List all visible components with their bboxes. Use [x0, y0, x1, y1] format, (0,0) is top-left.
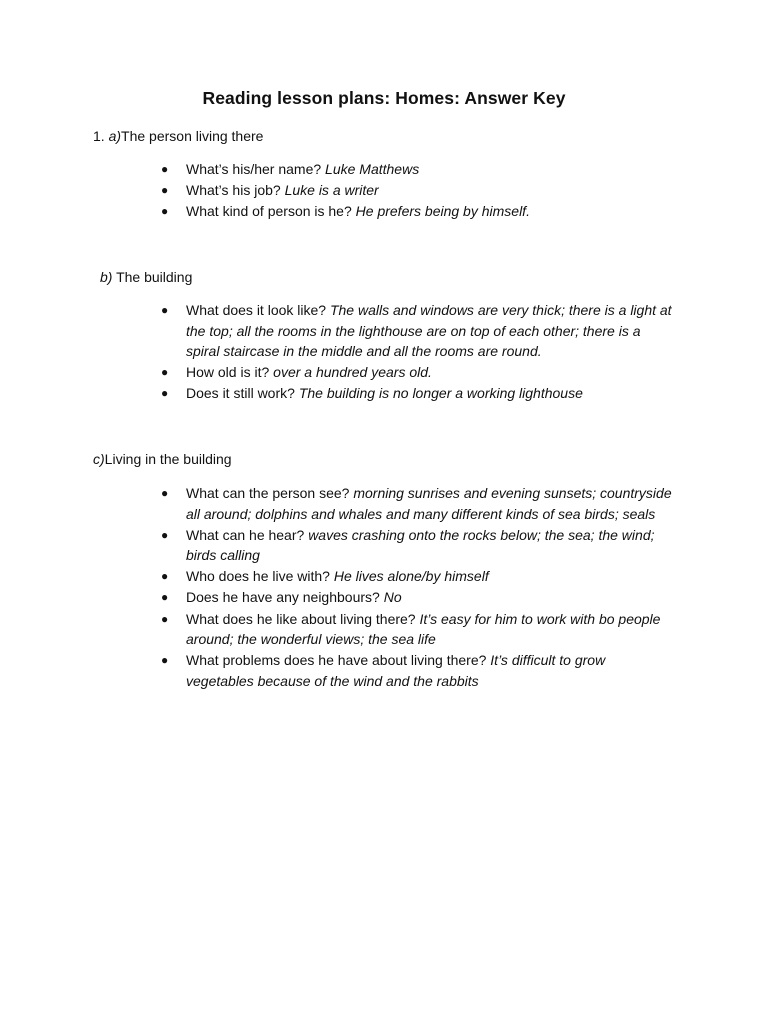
- question-text: Does it still work?: [186, 385, 299, 402]
- section-heading-a: [93, 126, 263, 146]
- list-item: [0, 587, 676, 608]
- answer-text: Luke Matthews: [325, 161, 420, 177]
- bullet-icon: ●: [161, 303, 169, 317]
- answer-text: Luke is a writer: [284, 182, 379, 199]
- answer-text: over a hundred years old.: [273, 364, 432, 381]
- answer-text: morning sunrises and evening sunsets; countryside all around; dolphins and whales and many different kinds of sea birds; seals: [186, 485, 672, 522]
- section-marker: b): [100, 269, 113, 285]
- bullet-icon: ●: [161, 204, 169, 219]
- answer-list-b: [0, 300, 676, 404]
- section-marker: c): [93, 451, 105, 467]
- answer-text: No: [383, 589, 402, 606]
- question-text: Does he have any neighbours?: [186, 589, 384, 606]
- question-text: What can he hear?: [186, 526, 309, 543]
- question-text: What kind of person is he?: [186, 203, 356, 220]
- answer-text: It’s easy for him to work with bo people around; the wonderful views; the sea life: [186, 610, 661, 648]
- section-title: The building: [112, 269, 193, 285]
- answer-text: He lives alone/by himself: [333, 568, 489, 585]
- list-item: [0, 483, 676, 524]
- bullet-icon: ●: [161, 527, 169, 542]
- bullet-icon: ●: [161, 386, 169, 401]
- bullet-icon: ●: [161, 611, 169, 626]
- question-text: What problems does he have about living there?: [186, 652, 491, 669]
- bullet-icon: ●: [161, 162, 169, 176]
- list-item: [0, 609, 676, 650]
- list-item: [0, 159, 676, 180]
- question-text: What does he like about living there?: [186, 610, 420, 627]
- list-item: [0, 362, 676, 383]
- section-heading-b: [100, 267, 192, 287]
- list-item: [0, 300, 676, 362]
- answer-list-c: [0, 483, 676, 692]
- section-number: 1.: [93, 128, 109, 144]
- question-text: Who does he live with?: [186, 568, 334, 585]
- question-text: What does it look like?: [186, 302, 330, 318]
- question-text: What’s his job?: [186, 182, 285, 199]
- list-item: [0, 650, 676, 691]
- answer-text: waves crashing onto the rocks below; the sea; the wind; birds calling: [186, 526, 655, 564]
- bullet-icon: ●: [161, 183, 169, 198]
- section-title: Living in the building: [104, 451, 232, 467]
- section-marker: a): [108, 128, 122, 144]
- bullet-icon: ●: [161, 365, 169, 380]
- answer-text: The building is no longer a working lighthouse: [298, 385, 583, 402]
- list-item: [0, 201, 676, 222]
- list-item: [0, 383, 676, 404]
- question-text: What can the person see?: [186, 485, 354, 501]
- list-item: [0, 180, 676, 201]
- section-heading-c: [93, 449, 232, 469]
- bullet-icon: ●: [161, 486, 169, 500]
- list-item: [0, 566, 676, 587]
- bullet-icon: ●: [161, 653, 169, 668]
- list-item: [0, 525, 676, 566]
- bullet-icon: ●: [161, 569, 169, 584]
- answer-text: It’s difficult to grow vegetables because of the wind and the rabbits: [186, 652, 606, 689]
- answer-text: The walls and windows are very thick; there is a light at the top; all the rooms in the lighthouse are on top of each other; there is a spiral staircase in the middle and all the rooms are round.: [186, 302, 672, 360]
- question-text: What’s his/her name?: [186, 161, 326, 177]
- question-text: How old is it?: [186, 364, 274, 381]
- section-title: The person living there: [121, 128, 264, 144]
- bullet-icon: ●: [161, 590, 169, 605]
- answer-list-a: [0, 159, 676, 222]
- answer-text: He prefers being by himself.: [355, 203, 530, 220]
- page-title: Reading lesson plans: Homes: Answer Key: [202, 88, 566, 108]
